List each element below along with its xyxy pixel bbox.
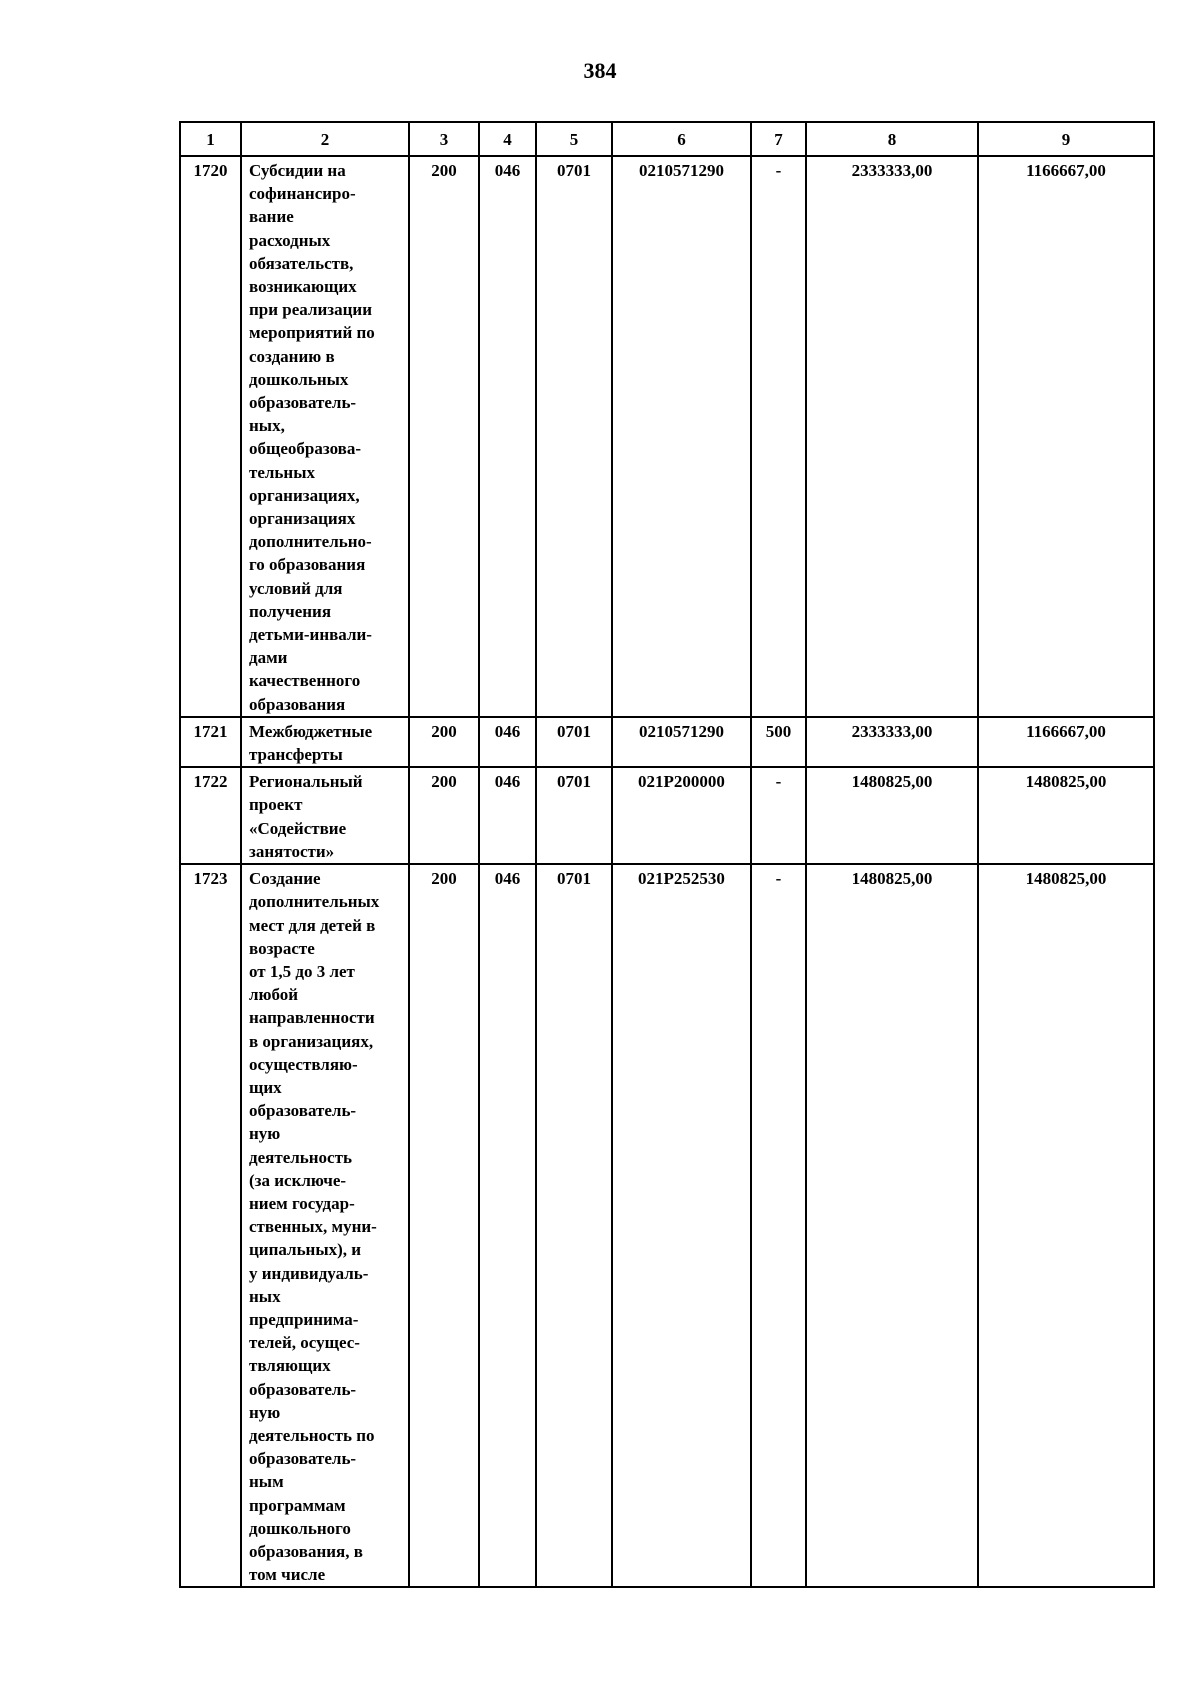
amount-cell-9: 1166667,00 <box>978 156 1154 717</box>
target-article-cell: 021P200000 <box>612 767 751 864</box>
target-article-cell: 021P252530 <box>612 864 751 1587</box>
row-name-line: мероприятий по <box>249 323 375 343</box>
row-name-line: любой <box>249 985 299 1005</box>
table-body <box>180 156 1154 1587</box>
row-name-line: ную <box>249 1402 281 1422</box>
row-name-line: возникающих <box>249 277 357 297</box>
expense-type-cell: - <box>751 156 806 717</box>
ministry-code-cell: 200 <box>409 767 479 864</box>
amount-cell-8: 1480825,00 <box>806 767 978 864</box>
ministry-code-cell: 200 <box>409 156 479 717</box>
row-name-line: осуществляю- <box>249 1054 358 1074</box>
table-row <box>180 767 1154 864</box>
row-name-line: «Содействие <box>249 818 347 838</box>
department-code-cell: 046 <box>479 717 536 767</box>
expense-type-cell: - <box>751 864 806 1587</box>
row-name-line: образователь- <box>249 1449 357 1469</box>
section-code-cell: 0701 <box>536 156 612 717</box>
header-cell: 7 <box>751 122 806 156</box>
row-name-line: дополнительных <box>249 892 380 912</box>
row-name-line: у индивидуаль- <box>249 1263 369 1283</box>
target-article-cell: 0210571290 <box>612 717 751 767</box>
amount-cell-8: 2333333,00 <box>806 156 978 717</box>
row-name-line: дами <box>249 648 288 668</box>
row-name-cell <box>241 864 409 1587</box>
row-name-line: ных <box>249 1286 281 1306</box>
amount-cell-8: 2333333,00 <box>806 717 978 767</box>
header-cell: 4 <box>479 122 536 156</box>
row-name-line: ным <box>249 1472 284 1492</box>
amount-cell-9: 1480825,00 <box>978 864 1154 1587</box>
row-name-line: трансферты <box>249 745 343 765</box>
row-name-line: тельных <box>249 462 315 482</box>
row-name-line: условий для <box>249 578 343 598</box>
row-name-line: образования <box>249 694 346 714</box>
row-name-cell <box>241 717 409 767</box>
page-number: 384 <box>583 58 617 83</box>
row-name-line: том числе <box>249 1565 326 1585</box>
expense-type-cell: 500 <box>751 717 806 767</box>
row-name-line: го образования <box>249 555 366 575</box>
row-name-line: организациях, <box>249 485 360 505</box>
row-name-line: вание <box>249 207 294 227</box>
row-name-line: от 1,5 до 3 лет <box>249 961 355 981</box>
row-name-line: деятельность по <box>249 1425 375 1445</box>
ministry-code-cell: 200 <box>409 864 479 1587</box>
section-code-cell: 0701 <box>536 767 612 864</box>
row-number-cell: 1721 <box>180 717 241 767</box>
table-row <box>180 717 1154 767</box>
row-name-line: образования, в <box>249 1541 363 1561</box>
row-name-line: деятельность <box>249 1147 352 1167</box>
row-number-cell: 1723 <box>180 864 241 1587</box>
header-cell: 3 <box>409 122 479 156</box>
row-name-cell <box>241 156 409 717</box>
row-name-line: мест для детей в <box>249 915 376 935</box>
row-name-line: софинансиро- <box>249 184 356 204</box>
amount-cell-9: 1166667,00 <box>978 717 1154 767</box>
row-name-line: Межбюджетные <box>249 721 373 741</box>
row-name-line: образователь- <box>249 1379 357 1399</box>
row-name-line: щих <box>249 1077 282 1097</box>
row-name-line: ную <box>249 1124 281 1144</box>
row-number-cell: 1722 <box>180 767 241 864</box>
row-name-line: при реализации <box>249 300 372 320</box>
ministry-code-cell: 200 <box>409 717 479 767</box>
table-row <box>180 156 1154 717</box>
row-name-line: расходных <box>249 230 331 250</box>
header-cell: 9 <box>978 122 1154 156</box>
row-name-line: направленности <box>249 1008 375 1028</box>
row-name-line: проект <box>249 795 303 815</box>
row-name-line: детьми-инвали- <box>249 625 372 645</box>
row-name-line: предпринима- <box>249 1309 359 1329</box>
row-name-line: получения <box>249 601 332 621</box>
row-name-line: твляющих <box>249 1356 331 1376</box>
row-name-line: Создание <box>249 869 321 889</box>
header-cell: 2 <box>241 122 409 156</box>
department-code-cell: 046 <box>479 864 536 1587</box>
header-cell: 8 <box>806 122 978 156</box>
row-name-line: телей, осущес- <box>249 1333 360 1353</box>
row-name-line: обязательств, <box>249 253 354 273</box>
row-name-line: программам <box>249 1495 346 1515</box>
row-name-line: ственных, муни- <box>249 1217 377 1237</box>
department-code-cell: 046 <box>479 767 536 864</box>
row-name-line: в организациях, <box>249 1031 374 1051</box>
budget-table <box>179 121 1155 1588</box>
row-name-line: нием государ- <box>249 1193 355 1213</box>
row-name-line: дошкольных <box>249 369 349 389</box>
row-name-line: занятости» <box>249 841 335 861</box>
table-header-row <box>180 122 1154 156</box>
row-name-line: возрасте <box>249 938 315 958</box>
row-name-line: ных, <box>249 416 285 436</box>
amount-cell-8: 1480825,00 <box>806 864 978 1587</box>
amount-cell-9: 1480825,00 <box>978 767 1154 864</box>
row-name-line: образователь- <box>249 1101 357 1121</box>
section-code-cell: 0701 <box>536 864 612 1587</box>
row-name-line: дошкольного <box>249 1518 351 1538</box>
header-cell: 6 <box>612 122 751 156</box>
row-name-line: Субсидии на <box>249 161 346 180</box>
row-name-line: дополнительно- <box>249 532 372 552</box>
row-name-line: общеобразова- <box>249 439 362 459</box>
table-row <box>180 864 1154 1587</box>
row-name-line: (за исключе- <box>249 1170 347 1190</box>
row-number-cell: 1720 <box>180 156 241 717</box>
header-cell: 1 <box>180 122 241 156</box>
expense-type-cell: - <box>751 767 806 864</box>
department-code-cell: 046 <box>479 156 536 717</box>
row-name-line: организациях <box>249 509 356 529</box>
row-name-line: ципальных), и <box>249 1240 362 1260</box>
row-name-line: созданию в <box>249 346 335 366</box>
row-name-cell <box>241 767 409 864</box>
section-code-cell: 0701 <box>536 717 612 767</box>
row-name-line: Региональный <box>249 772 363 792</box>
target-article-cell: 0210571290 <box>612 156 751 717</box>
header-cell: 5 <box>536 122 612 156</box>
row-name-line: образователь- <box>249 393 357 413</box>
row-name-line: качественного <box>249 671 361 691</box>
